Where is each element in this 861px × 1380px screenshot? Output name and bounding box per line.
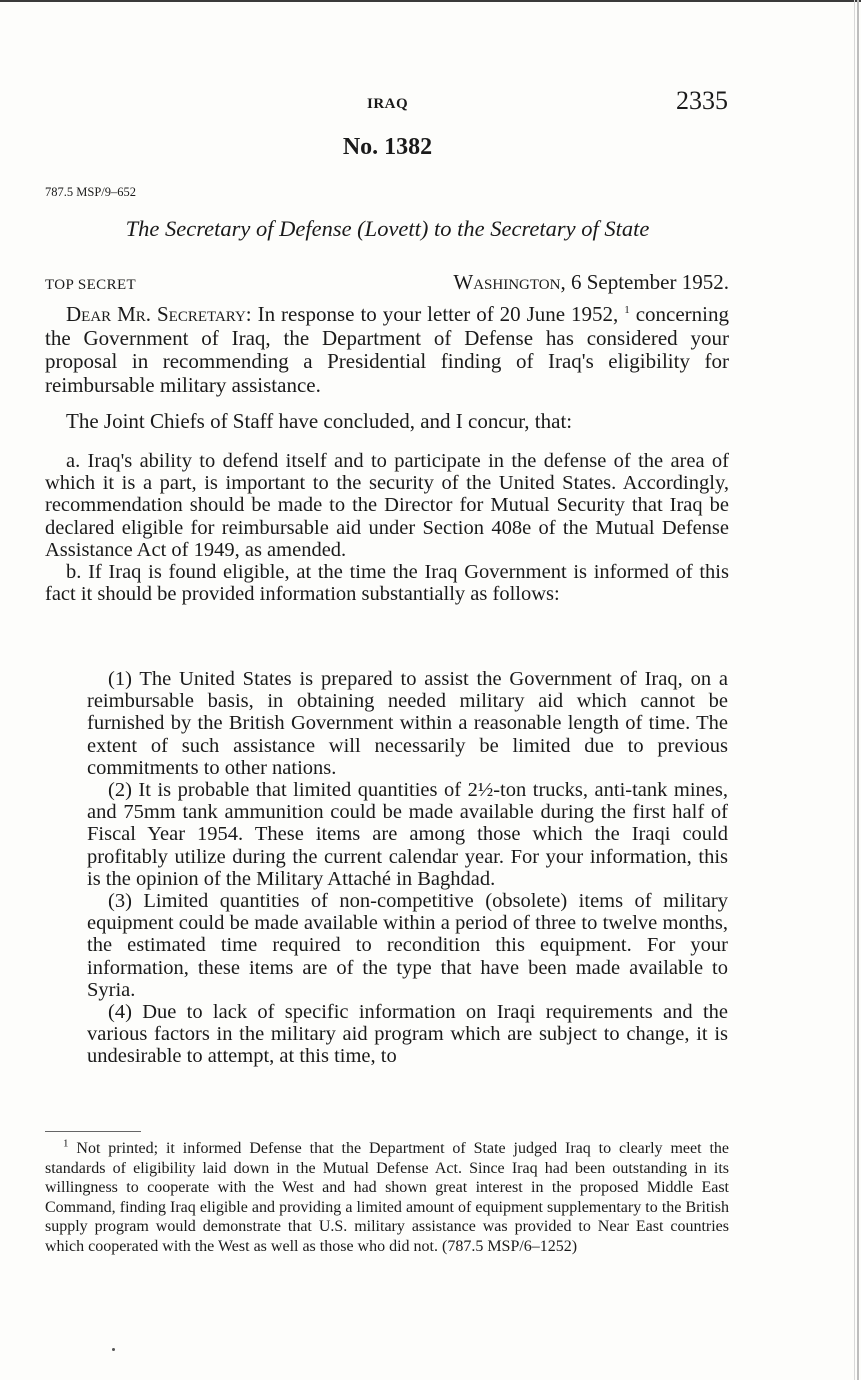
scan-speck	[112, 1348, 115, 1351]
running-head: IRAQ	[367, 96, 409, 112]
footnote	[45, 1139, 729, 1257]
document-number: No. 1382	[342, 134, 433, 160]
file-reference: 787.5 MSP/9–652	[45, 185, 136, 199]
item-a: a. Iraq's ability to defend itself and to participate in the defense of the area of which it is a part, is important to the security of the United States. Accordingly, recommendation should be made to the Director for Mutual Security that Iraq be declared eligible for reimbursable aid under Section 408e of the Mutual Defense Assistance Act of 1949, as amended.	[45, 450, 729, 561]
document-heading: The Secretary of Defense (Lovett) to the Secretary of State	[125, 216, 650, 241]
paragraph-1-text-b: concerning the Government of Iraq, the Department of Defense has considered your proposal in recommending a Presidential finding of Iraq's eligibility for reimbursable military assistance.	[45, 302, 729, 397]
page-top-edge	[0, 0, 861, 2]
dateline-place: Washington	[453, 270, 561, 294]
sub-item-2: (2) It is probable that limited quantities of 2½-ton trucks, anti-tank mines, and 75mm tank ammunition could be made available during the first half of Fiscal Year 1954. These items are among those which the Iraqi could profitably utilize during the current calendar year. For your information, this is the opinion of the Military Attaché in Baghdad.	[87, 779, 728, 890]
sub-item-4: (4) Due to lack of specific information on Iraqi requirements and the various factors in the military aid program which are subject to change, it is undesirable to attempt, at this time, to	[87, 1001, 728, 1068]
dateline-date: , 6 September 1952.	[560, 270, 729, 294]
item-b: b. If Iraq is found eligible, at the time the Iraq Government is informed of this fact it should be provided information substantially as follows:	[45, 561, 729, 606]
footnote-divider	[45, 1131, 141, 1132]
sub-item-1: (1) The United States is prepared to assist the Government of Iraq, on a reimbursable basis, in obtaining needed military aid which cannot be furnished by the British Government within a reasonable length of time. The extent of such assistance will necessarily be limited due to previous commitments to other nations.	[87, 668, 728, 779]
dateline	[453, 270, 729, 295]
numbered-items	[87, 668, 728, 1068]
paragraph-1-text-a: In response to your letter of 20 June 1952,	[251, 302, 619, 326]
classification-label: TOP SECRET	[45, 277, 137, 293]
footnote-reference: 1	[624, 304, 630, 316]
footnote-mark: 1	[63, 1137, 69, 1150]
footnote-text: Not printed; it informed Defense that the Department of State judged Iraq to clearly meet the standards of eligibility laid down in the Mutual Defense Act. Since Iraq had been outstanding in its willingness to cooperate with the West and had shown great interest in the proposed Middle East Command, finding Iraq eligible and providing a limited amount of equipment supplementary to the British supply program would demonstrate that U.S. military assistance was provided to Near East countries which cooperated with the West as well as those who did not. (787.5 MSP/6–1252)	[45, 1140, 729, 1255]
page-right-edge	[857, 0, 859, 1380]
salutation: Dear Mr. Secretary:	[66, 302, 252, 326]
letter-paragraph-1	[45, 303, 729, 397]
letter-paragraph-2	[45, 410, 729, 433]
page-number: 2335	[676, 86, 728, 115]
page-right-edge-inner	[854, 0, 855, 1380]
lettered-items	[45, 450, 729, 605]
sub-item-3: (3) Limited quantities of non-competitive (obsolete) items of military equipment could be made available within a period of three to twelve months, the estimated time required to recondition this equipment. For your information, these items are of the type that have been made available to Syria.	[87, 890, 728, 1001]
paragraph-2-text: The Joint Chiefs of Staff have concluded, and I concur, that:	[66, 409, 573, 433]
